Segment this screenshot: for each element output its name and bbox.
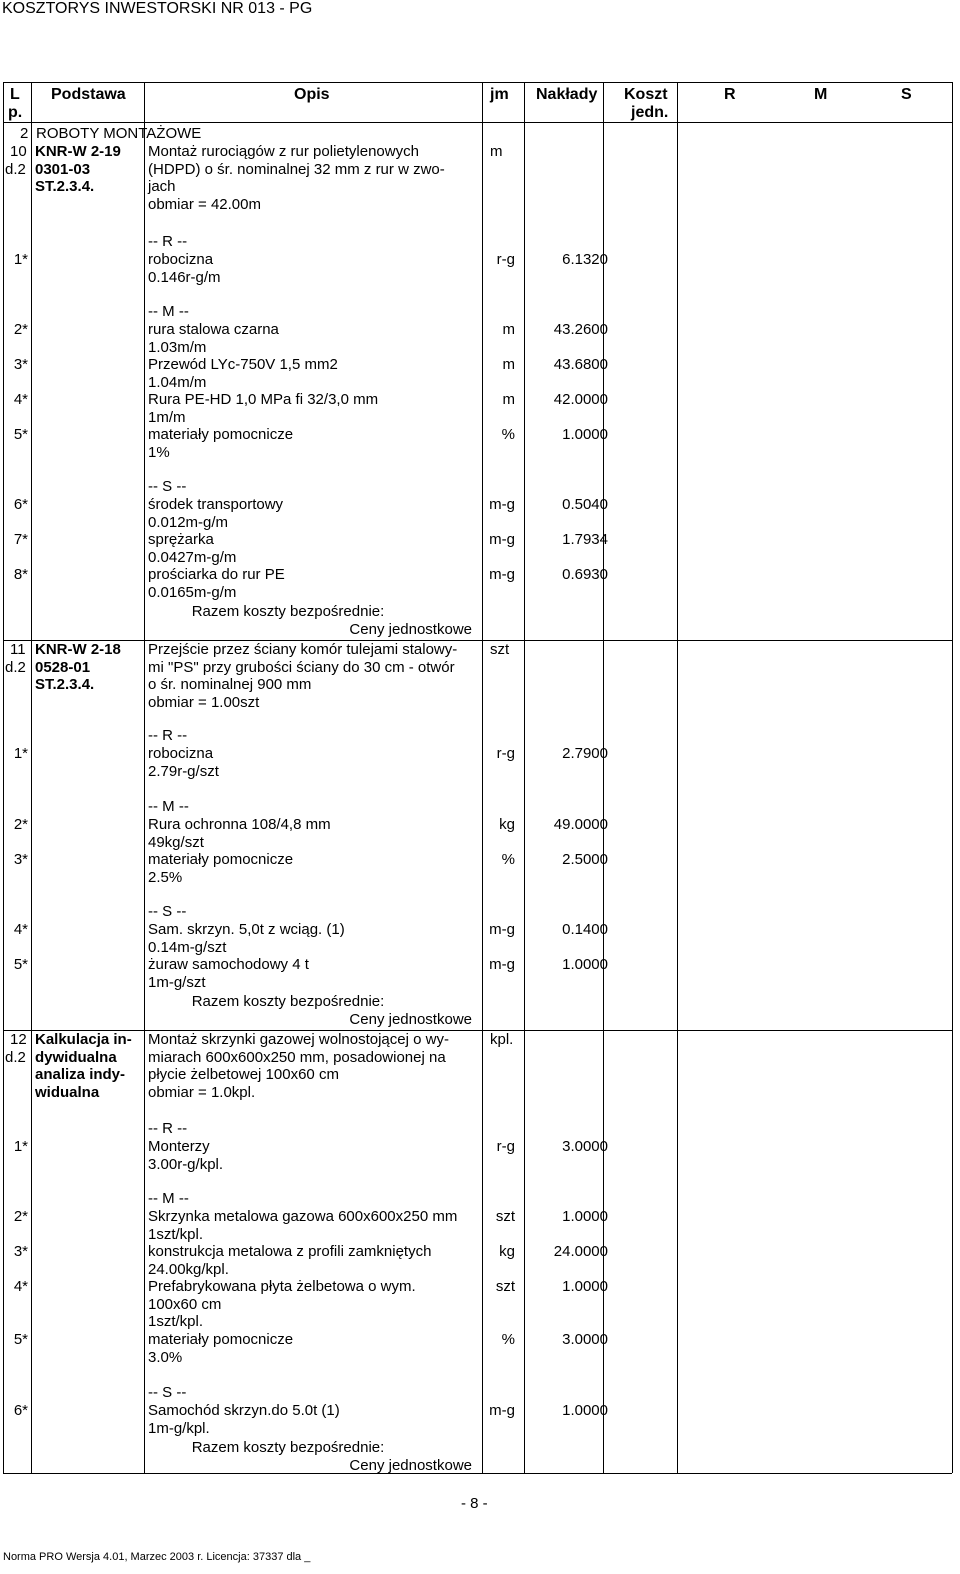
header-s: S [901, 86, 912, 103]
resource-norm: 1szt/kpl. [148, 1313, 204, 1331]
column-rule [603, 82, 604, 1473]
resource-name: Prefabrykowana płyta żelbetowa o wym. [148, 1278, 416, 1295]
header-rule [3, 122, 952, 123]
position-separator-rule [3, 640, 952, 641]
resource-number: 3* [13, 851, 28, 868]
resource-jm: % [501, 426, 515, 443]
resource-norm: 24.00kg/kpl. [148, 1260, 229, 1278]
resource-name: Monterzy [148, 1138, 210, 1155]
position-lp: 10 [10, 143, 27, 160]
resource-number: 4* [13, 921, 28, 938]
resource-group-label: -- M -- [148, 1190, 189, 1207]
resource-name: Samochód skrzyn.do 5.0t (1) [148, 1402, 340, 1419]
footer-license: Norma PRO Wersja 4.01, Marzec 2003 r. Licencja: 37337 dla _ [3, 1551, 311, 1563]
column-rule [144, 82, 145, 1473]
resource-number: 7* [13, 531, 28, 548]
resource-jm: r-g [496, 1138, 515, 1155]
resource-name: konstrukcja metalowa z profili zamkniętych [148, 1243, 432, 1260]
page-number: - 8 - [461, 1495, 488, 1512]
position-podstawa: KNR-W 2-18 [35, 641, 121, 658]
position-lp: d.2 [5, 160, 26, 178]
resource-name: materiały pomocnicze [148, 851, 294, 868]
resource-norm: 2.79r-g/szt [148, 762, 219, 780]
resource-norm: 2.5% [148, 868, 183, 886]
resource-norm: 3.00r-g/kpl. [148, 1155, 224, 1173]
resource-name: materiały pomocnicze [148, 426, 294, 443]
resource-number: 4* [13, 391, 28, 408]
position-jm: szt [490, 641, 510, 658]
resource-norm: 1m-g/szt [148, 973, 206, 991]
resource-value: 1.0000 [562, 1278, 608, 1295]
position-podstawa: widualna [35, 1083, 100, 1101]
header-lp: L [10, 86, 20, 103]
resource-name: Rura PE-HD 1,0 MPa fi 32/3,0 mm [148, 391, 379, 408]
resource-jm: % [501, 851, 515, 868]
page-title: KOSZTORYS INWESTORSKI NR 013 - PG [2, 0, 313, 17]
position-opis: obmiar = 42.00m [148, 195, 261, 213]
position-lp: 11 [10, 641, 26, 658]
resource-number: 3* [13, 1243, 28, 1260]
resource-name-cont: 100x60 cm [148, 1295, 222, 1313]
position-opis: obmiar = 1.0kpl. [148, 1083, 256, 1101]
resource-value: 3.0000 [562, 1331, 608, 1348]
position-podstawa: ST.2.3.4. [35, 178, 95, 196]
resource-name: robocizna [148, 745, 214, 762]
resource-name: prościarka do rur PE [148, 566, 285, 583]
razem-koszty-label: Razem koszty bezpośrednie: [191, 1439, 385, 1456]
resource-norm: 1.04m/m [148, 373, 207, 391]
section-title: ROBOTY MONTAŻOWE [36, 125, 202, 142]
resource-group-label: -- M -- [148, 798, 189, 815]
resource-jm: m-g [489, 496, 515, 513]
header-r: R [724, 86, 736, 103]
resource-jm: m-g [489, 566, 515, 583]
header-koszt: Koszt [624, 86, 668, 103]
resource-number: 5* [13, 426, 28, 443]
resource-jm: szt [495, 1208, 515, 1225]
resource-value: 1.0000 [562, 956, 608, 973]
column-rule [677, 82, 678, 1473]
header-lp-2: p. [8, 104, 23, 121]
position-opis: Montaż rurociągów z rur polietylenowych [148, 143, 419, 160]
resource-number: 2* [13, 816, 28, 833]
resource-group-label: -- S -- [148, 903, 187, 920]
resource-number: 5* [13, 956, 28, 973]
resource-number: 6* [13, 1402, 28, 1419]
resource-norm: 1m/m [148, 408, 186, 426]
resource-jm: r-g [496, 745, 515, 762]
resource-number: 8* [13, 566, 28, 583]
position-opis: (HDPD) o śr. nominalnej 32 mm z rur w zwo- [148, 160, 445, 178]
resource-name: Skrzynka metalowa gazowa 600x600x250 mm [148, 1208, 458, 1225]
resource-value: 0.1400 [562, 921, 608, 938]
header-koszt-jedn: jedn. [631, 104, 669, 121]
resource-norm: 1m-g/kpl. [148, 1419, 210, 1437]
resource-jm: m-g [489, 1402, 515, 1419]
resource-number: 2* [13, 321, 28, 338]
position-podstawa: dywidualna [35, 1048, 117, 1066]
resource-value: 49.0000 [553, 816, 608, 833]
resource-number: 4* [13, 1278, 28, 1295]
column-rule [952, 82, 953, 1473]
position-podstawa: 0528-01 [35, 658, 91, 676]
ceny-jednostkowe-label: Ceny jednostkowe [349, 1457, 472, 1474]
resource-value: 42.0000 [553, 391, 608, 408]
resource-value: 24.0000 [553, 1243, 608, 1260]
column-rule [31, 82, 32, 1473]
resource-name: Sam. skrzyn. 5,0t z wciąg. (1) [148, 921, 345, 938]
header-m: M [814, 86, 828, 103]
resource-name: robocizna [148, 251, 214, 268]
column-rule [482, 82, 483, 1473]
resource-name: żuraw samochodowy 4 t [148, 956, 309, 973]
position-opis: jach [148, 178, 176, 196]
resource-value: 0.5040 [562, 496, 608, 513]
position-podstawa: analiza indy- [35, 1066, 126, 1084]
resource-value: 43.6800 [553, 356, 608, 373]
position-separator-rule [3, 1030, 952, 1031]
resource-value: 6.1320 [562, 251, 608, 268]
resource-norm: 3.0% [148, 1348, 183, 1366]
resource-value: 43.2600 [553, 321, 608, 338]
resource-name: materiały pomocnicze [148, 1331, 294, 1348]
header-opis: Opis [294, 86, 330, 103]
resource-value: 3.0000 [562, 1138, 608, 1155]
resource-name: Rura ochronna 108/4,8 mm [148, 816, 331, 833]
table-top-rule [3, 82, 952, 83]
resource-name: Przewód LYc-750V 1,5 mm2 [148, 356, 338, 373]
column-rule [524, 82, 525, 1473]
resource-value: 1.0000 [562, 426, 608, 443]
position-lp: 12 [10, 1031, 27, 1048]
resource-norm: 0.14m-g/szt [148, 938, 227, 956]
resource-jm: kg [499, 1243, 515, 1260]
resource-jm: m [502, 321, 515, 338]
resource-jm: m [502, 391, 515, 408]
position-lp: d.2 [5, 658, 26, 676]
position-opis: obmiar = 1.00szt [148, 693, 260, 711]
resource-name: sprężarka [148, 531, 214, 548]
razem-koszty-label: Razem koszty bezpośrednie: [191, 993, 385, 1010]
resource-value: 2.7900 [562, 745, 608, 762]
resource-number: 2* [13, 1208, 28, 1225]
resource-norm: 1szt/kpl. [148, 1225, 204, 1243]
resource-norm: 1.03m/m [148, 338, 207, 356]
resource-norm: 49kg/szt [148, 833, 204, 851]
resource-value: 1.7934 [562, 531, 608, 548]
resource-value: 1.0000 [562, 1208, 608, 1225]
resource-jm: m-g [489, 921, 515, 938]
position-lp: d.2 [5, 1048, 26, 1066]
resource-number: 1* [13, 251, 28, 268]
resource-group-label: -- R -- [148, 727, 188, 744]
section-number: 2 [20, 125, 29, 142]
resource-group-label: -- M -- [148, 303, 189, 320]
position-opis: miarach 600x600x250 mm, posadowionej na [148, 1048, 446, 1066]
header-jm: jm [490, 86, 509, 103]
resource-value: 1.0000 [562, 1402, 608, 1419]
ceny-jednostkowe-label: Ceny jednostkowe [349, 621, 472, 638]
position-podstawa: ST.2.3.4. [35, 676, 95, 694]
position-opis: Montaż skrzynki gazowej wolnostojącej o wy- [148, 1031, 449, 1048]
position-opis: Przejście przez ściany komór tulejami stalowy- [148, 641, 458, 658]
resource-number: 1* [13, 1138, 28, 1155]
resource-name: środek transportowy [148, 496, 284, 513]
position-jm: kpl. [490, 1031, 514, 1048]
razem-koszty-label: Razem koszty bezpośrednie: [191, 603, 385, 620]
ceny-jednostkowe-label: Ceny jednostkowe [349, 1011, 472, 1028]
position-opis: mi "PS" przy grubości ściany do 30 cm - otwór [148, 658, 455, 676]
resource-group-label: -- S -- [148, 1384, 187, 1401]
resource-group-label: -- R -- [148, 233, 188, 250]
resource-jm: m-g [489, 956, 515, 973]
resource-norm: 0.0427m-g/m [148, 548, 237, 566]
resource-group-label: -- R -- [148, 1120, 188, 1137]
resource-jm: % [501, 1331, 515, 1348]
resource-jm: r-g [496, 251, 515, 268]
resource-number: 3* [13, 356, 28, 373]
header-podstawa: Podstawa [51, 86, 126, 103]
resource-jm: m-g [489, 531, 515, 548]
position-podstawa: KNR-W 2-19 [35, 143, 121, 160]
resource-number: 6* [13, 496, 28, 513]
resource-number: 5* [13, 1331, 28, 1348]
position-podstawa: Kalkulacja in- [35, 1031, 132, 1048]
resource-norm: 0.146r-g/m [148, 268, 221, 286]
resource-norm: 1% [148, 443, 170, 461]
resource-jm: m [502, 356, 515, 373]
resource-norm: 0.0165m-g/m [148, 583, 237, 601]
resource-value: 0.6930 [562, 566, 608, 583]
position-jm: m [490, 143, 503, 160]
resource-jm: kg [499, 816, 515, 833]
resource-group-label: -- S -- [148, 478, 187, 495]
resource-number: 1* [13, 745, 28, 762]
header-naklady: Nakłady [536, 86, 598, 103]
resource-jm: szt [495, 1278, 515, 1295]
resource-name: rura stalowa czarna [148, 321, 279, 338]
resource-value: 2.5000 [562, 851, 608, 868]
position-opis: o śr. nominalnej 900 mm [148, 676, 312, 694]
resource-norm: 0.012m-g/m [148, 513, 229, 531]
position-opis: płycie żelbetowej 100x60 cm [148, 1066, 339, 1084]
position-podstawa: 0301-03 [35, 160, 91, 178]
column-rule [3, 82, 4, 1473]
